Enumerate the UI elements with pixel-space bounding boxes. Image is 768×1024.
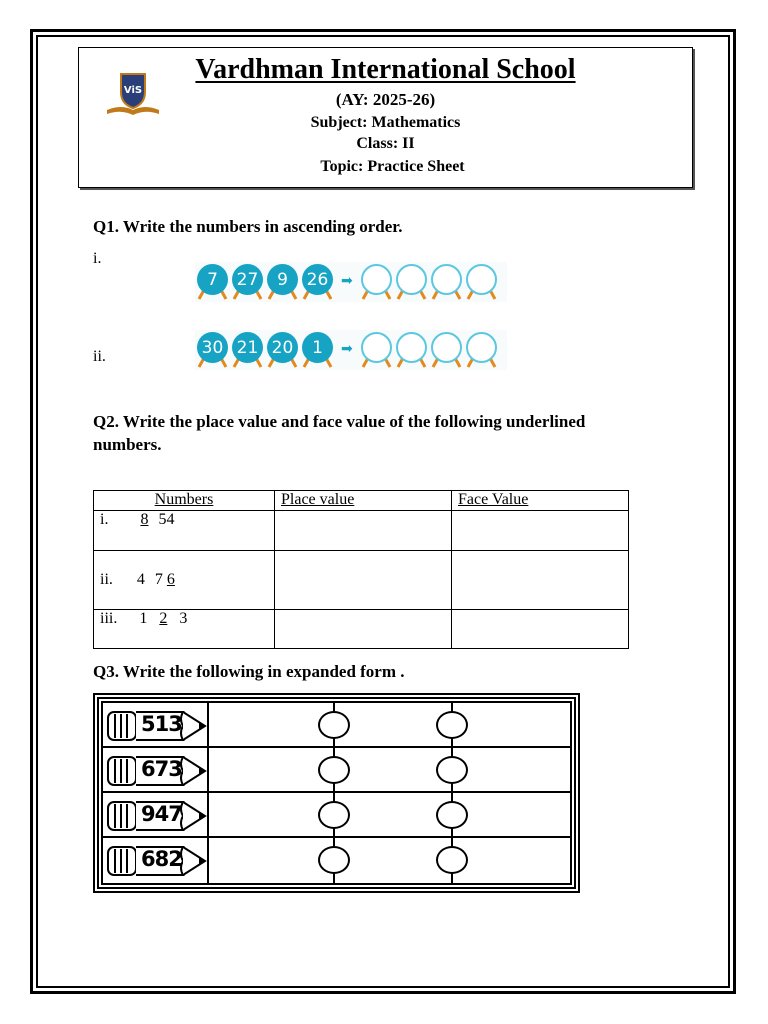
expanded-form-row (103, 748, 570, 793)
operator-oval[interactable] (436, 756, 468, 784)
answer-ball[interactable] (396, 330, 427, 370)
operator-oval[interactable] (318, 846, 350, 874)
number-ball-label: 27 (232, 264, 263, 295)
q2-title-line1: Q2. Write the place value and face value of the following underlined (93, 412, 586, 431)
answer-ball[interactable] (431, 330, 462, 370)
number-ball (232, 330, 263, 370)
q1-row-1-label: i. (93, 250, 102, 267)
q1-bubble-row-2 (195, 330, 507, 370)
answer-ball[interactable] (361, 262, 392, 302)
answer-ball-blank[interactable] (361, 332, 392, 363)
expanded-form-row (103, 838, 570, 883)
number-ball (267, 330, 298, 370)
place-value-answer[interactable] (275, 551, 452, 610)
face-value-answer[interactable] (452, 610, 629, 649)
number-ball (302, 262, 333, 302)
place-value-table (93, 490, 629, 649)
operator-oval[interactable] (318, 756, 350, 784)
operator-oval[interactable] (318, 801, 350, 829)
q1-bubble-row-1 (195, 262, 507, 302)
number-ball-label: 30 (197, 332, 228, 363)
table-row (94, 511, 629, 551)
header-place-value: Place value (275, 491, 452, 511)
expanded-form-number: 682 (141, 847, 182, 871)
place-value-answer[interactable] (275, 511, 452, 551)
number-cell: iii. 1 2 3 (94, 610, 275, 649)
answer-ball-blank[interactable] (466, 332, 497, 363)
subject: Subject: Mathematics (310, 114, 461, 131)
q1-title: Q1. Write the numbers in ascending order. (93, 217, 403, 236)
answer-ball-blank[interactable] (361, 264, 392, 295)
answer-ball-blank[interactable] (466, 264, 497, 295)
header-face-value: Face Value (452, 491, 629, 511)
answer-ball[interactable] (466, 330, 497, 370)
answer-ball-blank[interactable] (431, 332, 462, 363)
expanded-form-number: 947 (141, 802, 182, 826)
answer-ball-blank[interactable] (396, 332, 427, 363)
operator-oval[interactable] (436, 846, 468, 874)
face-value-answer[interactable] (452, 511, 629, 551)
q2-title-line2: numbers. (93, 435, 162, 454)
number-ball-label: 26 (302, 264, 333, 295)
q1-row-2-label: ii. (93, 348, 106, 365)
number-ball-label: 9 (267, 264, 298, 295)
answer-ball[interactable] (466, 262, 497, 302)
school-name: Vardhman International School (195, 54, 576, 85)
expanded-form-row (103, 793, 570, 838)
academic-year: (AY: 2025-26) (335, 90, 436, 109)
logo-text: ViS (123, 85, 143, 96)
arrow-icon: ➡ (341, 341, 353, 357)
school-header (78, 47, 693, 188)
number-ball (197, 262, 228, 302)
number-ball-label: 7 (197, 264, 228, 295)
number-ball (302, 330, 333, 370)
number-ball (267, 262, 298, 302)
number-cell: i. 8 54 (94, 511, 275, 551)
table-row (94, 610, 629, 649)
expanded-form-number: 673 (141, 757, 182, 781)
expanded-form-row (103, 703, 570, 748)
class-label: Class: II (356, 135, 415, 152)
answer-ball[interactable] (396, 262, 427, 302)
place-value-answer[interactable] (275, 610, 452, 649)
expanded-form-grid (101, 701, 572, 885)
number-ball (197, 330, 228, 370)
answer-ball-blank[interactable] (396, 264, 427, 295)
number-cell: ii. 4 7 6 (94, 551, 275, 610)
face-value-answer[interactable] (452, 551, 629, 610)
q3-title: Q3. Write the following in expanded form . (93, 662, 405, 681)
operator-oval[interactable] (318, 711, 350, 739)
table-row (94, 551, 629, 610)
arrow-icon: ➡ (341, 273, 353, 289)
number-ball (232, 262, 263, 302)
expanded-form-number: 513 (141, 712, 182, 736)
topic: Topic: Practice Sheet (320, 158, 465, 175)
operator-oval[interactable] (436, 711, 468, 739)
header-numbers: Numbers (94, 491, 275, 511)
operator-oval[interactable] (436, 801, 468, 829)
number-ball-label: 21 (232, 332, 263, 363)
answer-ball[interactable] (431, 262, 462, 302)
answer-ball-blank[interactable] (431, 264, 462, 295)
answer-ball[interactable] (361, 330, 392, 370)
number-ball-label: 20 (267, 332, 298, 363)
number-ball-label: 1 (302, 332, 333, 363)
